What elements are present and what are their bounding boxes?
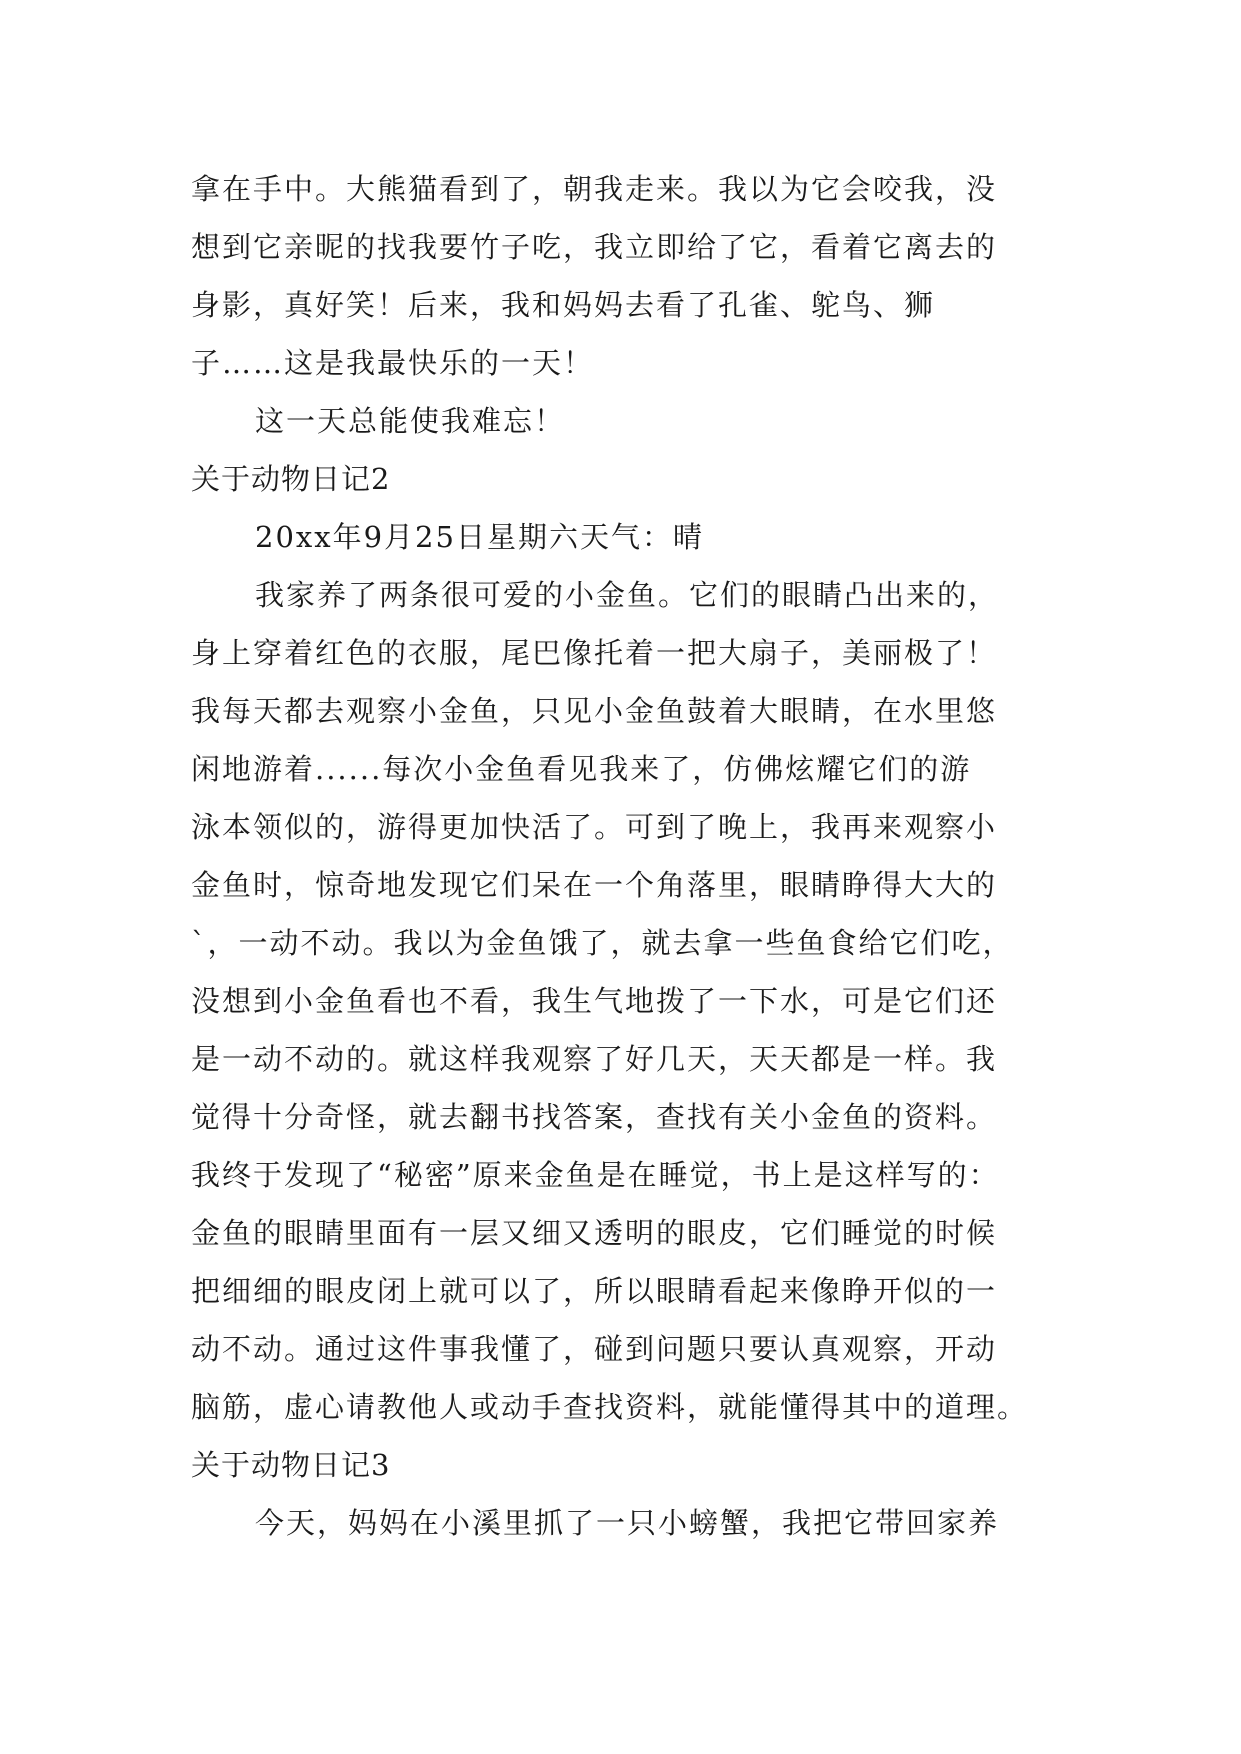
text-line: 脑筋，虚心请教他人或动手查找资料，就能懂得其中的道理。 — [191, 1390, 1029, 1424]
text-line: 身上穿着红色的衣服，尾巴像托着一把大扇子，美丽极了！ — [191, 636, 998, 670]
text-line: 今天，妈妈在小溪里抓了一只小螃蟹，我把它带回家养 — [255, 1506, 1000, 1540]
text-line: `，一动不动。我以为金鱼饿了，就去拿一些鱼食给它们吃， — [191, 926, 1014, 960]
text-line: 闲地游着......每次小金鱼看见我来了，仿佛炫耀它们的游 — [191, 752, 972, 786]
text-line: 这一天总能使我难忘！ — [255, 404, 566, 438]
text-line: 金鱼的眼睛里面有一层又细又透明的眼皮，它们睡觉的时候 — [191, 1216, 998, 1250]
text-line: 身影，真好笑！后来，我和妈妈去看了孔雀、鸵鸟、狮 — [191, 288, 936, 322]
text-line: 金鱼时，惊奇地发现它们呆在一个角落里，眼睛睁得大大的 — [191, 868, 998, 902]
text-line: 想到它亲昵的找我要竹子吃，我立即给了它，看着它离去的 — [191, 230, 998, 264]
text-line: 泳本领似的，游得更加快活了。可到了晚上，我再来观察小 — [191, 810, 998, 844]
section-heading: 关于动物日记3 — [191, 1448, 391, 1482]
text-line: 拿在手中。大熊猫看到了，朝我走来。我以为它会咬我，没 — [191, 172, 998, 206]
text-line: 我家养了两条很可爱的小金鱼。它们的眼睛凸出来的， — [255, 578, 1000, 612]
text-line: 动不动。通过这件事我懂了，碰到问题只要认真观察，开动 — [191, 1332, 998, 1366]
text-line: 是一动不动的。就这样我观察了好几天，天天都是一样。我 — [191, 1042, 998, 1076]
text-line: 觉得十分奇怪，就去翻书找答案，查找有关小金鱼的资料。 — [191, 1100, 998, 1134]
text-line: 我终于发现了“秘密”原来金鱼是在睡觉，书上是这样写的： — [191, 1158, 1000, 1192]
section-heading: 关于动物日记2 — [191, 462, 391, 496]
diary-date-line: 20xx年9月25日星期六天气：晴 — [255, 520, 704, 554]
text-line: 子……这是我最快乐的一天！ — [191, 346, 595, 380]
text-line: 我每天都去观察小金鱼，只见小金鱼鼓着大眼睛，在水里悠 — [191, 694, 998, 728]
document-body — [191, 160, 1071, 1552]
text-line: 把细细的眼皮闭上就可以了，所以眼睛看起来像睁开似的一 — [191, 1274, 998, 1308]
text-line: 没想到小金鱼看也不看，我生气地拨了一下水，可是它们还 — [191, 984, 998, 1018]
